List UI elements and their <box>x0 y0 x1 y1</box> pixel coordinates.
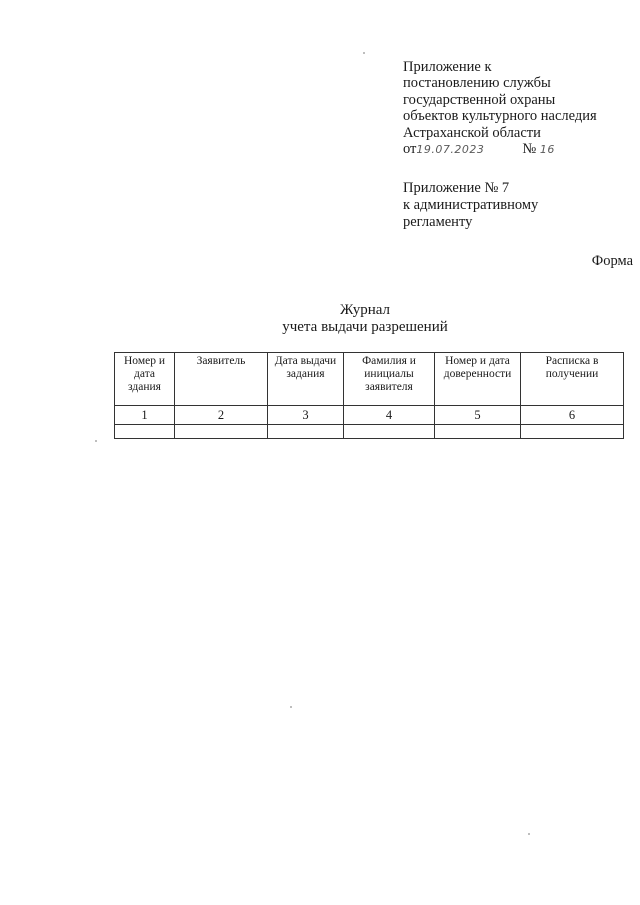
appendix-date-line <box>403 141 633 158</box>
appendix-resolution-block <box>403 59 633 158</box>
column-header: Фамилия и инициалы заявителя <box>344 353 435 406</box>
appendix-line-2: постановлению службы <box>403 75 551 92</box>
scan-speck <box>528 833 530 835</box>
journal-title: Журнал <box>339 302 390 318</box>
appendix-line-1: Приложение к <box>403 59 492 75</box>
column-header: Заявитель <box>175 353 268 406</box>
column-number: 1 <box>115 406 175 425</box>
column-header: Дата выдачи задания <box>268 353 344 406</box>
appendix-7-block <box>403 180 633 231</box>
form-label: Форма <box>591 253 633 269</box>
column-number: 6 <box>521 406 624 425</box>
appendix-7-line-3: регламенту <box>403 214 473 230</box>
empty-cell <box>435 425 521 439</box>
table-header-row <box>115 353 624 406</box>
column-header: Номер и дата доверенности <box>435 353 521 406</box>
empty-cell <box>115 425 175 439</box>
number-prefix: № <box>522 141 537 158</box>
table-number-row <box>115 406 624 425</box>
scan-speck <box>290 706 292 708</box>
column-number: 3 <box>268 406 344 425</box>
column-header: Расписка в получении <box>521 353 624 406</box>
empty-cell <box>521 425 624 439</box>
appendix-line-5: Астраханской области <box>403 124 541 141</box>
empty-cell <box>268 425 344 439</box>
scan-speck <box>363 52 365 54</box>
handwritten-date: 19.07.2023 <box>416 143 485 157</box>
empty-cell <box>175 425 268 439</box>
column-header: Номер и дата здания <box>115 353 175 406</box>
column-number: 2 <box>175 406 268 425</box>
empty-cell <box>344 425 435 439</box>
scan-speck <box>95 440 97 442</box>
journal-table <box>114 352 624 439</box>
appendix-line-3: государственной охраны <box>403 91 556 108</box>
date-prefix: от <box>403 141 417 158</box>
handwritten-number: 16 <box>539 143 555 157</box>
column-number: 5 <box>435 406 521 425</box>
appendix-7-line-1: Приложение № 7 <box>403 180 510 196</box>
table-empty-row <box>115 425 624 439</box>
journal-heading <box>0 302 640 336</box>
appendix-7-line-2: к административному <box>403 197 539 213</box>
appendix-line-4: объектов культурного наследия <box>403 108 597 125</box>
column-number: 4 <box>344 406 435 425</box>
journal-subtitle: учета выдачи разрешений <box>282 319 448 335</box>
